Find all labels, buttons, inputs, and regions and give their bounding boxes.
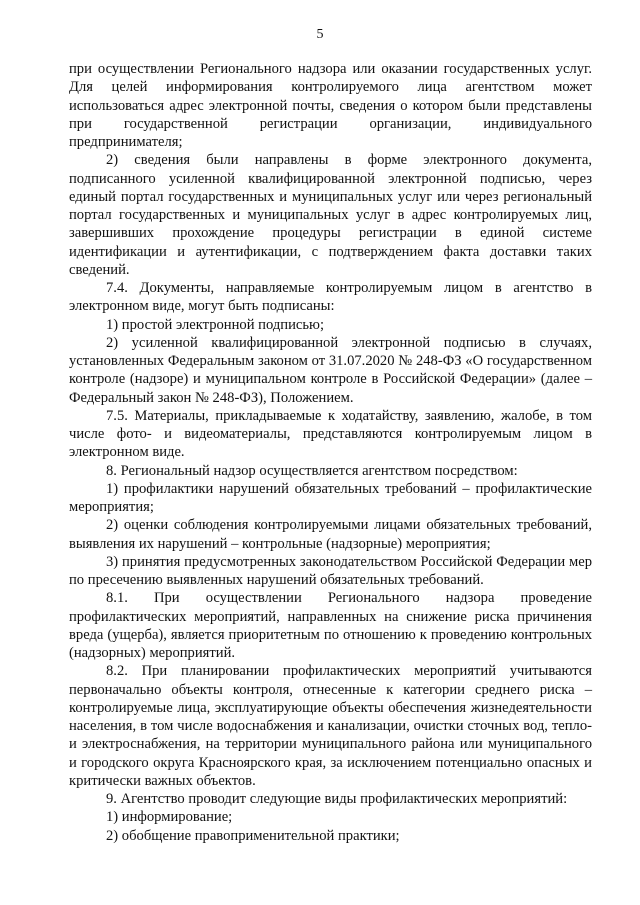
paragraph-9-item-1: 1) информирование;	[106, 809, 233, 826]
paragraph-8-1: 8.1. При осуществлении Регионального надзора проведение профилактических мероприятий, направленных на снижение риска причинения вреда (ущерба), является приоритетным по отношению к проведению контрольных (надзорных) мероприятий.	[69, 590, 592, 661]
paragraph-item-2-electronic-document: 2) сведения были направлены в форме электронного документа, подписанного усиленной квалифицированной электронной подписью, через единый портал государственных и муниципальных услуг или через региональный портал государственных и муниципальных услуг в адрес контролируемых лиц, завершивших прохождение процедуры регистрации в единой системе идентификации и аутентификации, с подтверждением факта доставки таких сведений.	[69, 152, 592, 278]
paragraph-7-4: 7.4. Документы, направляемые контролируемым лицом в агентство в электронном виде, могут быть подписаны:	[69, 280, 592, 315]
paragraph-8-item-3: 3) принятия предусмотренных законодательством Российской Федерации мер по пресечению выявленных нарушений обязательных требований.	[69, 553, 592, 588]
paragraph-9-item-2: 2) обобщение правоприменительной практики;	[106, 827, 400, 844]
paragraph-9: 9. Агентство проводит следующие виды профилактических мероприятий:	[106, 791, 568, 807]
page-number: 5	[316, 27, 324, 42]
paragraph-8-item-2: 2) оценки соблюдения контролируемыми лицами обязательных требований, выявления их нарушений – контрольные (надзорные) мероприятия;	[69, 517, 592, 552]
paragraph-8-2: 8.2. При планировании профилактических мероприятий учитываются первоначально объекты контроля, отнесенные к категории среднего риска – контролируемые лица, эксплуатирующие объекты обеспечения жизнедеятельности населения, в том числе водоснабжения и канализации, очистки сточных вод, тепло- и электроснабжения, на территории муниципального района или муниципального и городского округа Красноярского края, за исключением потенциально опасных и критически важных объектов.	[69, 663, 592, 789]
paragraph-simple-signature: 1) простой электронной подписью;	[106, 316, 324, 333]
paragraph-7-5: 7.5. Материалы, прикладываемые к ходатайству, заявлению, жалобе, в том числе фото- и видеоматериалы, представляются контролируемым лицом в электронном виде.	[69, 407, 592, 461]
paragraph-8-item-1: 1) профилактики нарушений обязательных требований – профилактические мероприятия;	[69, 480, 592, 515]
paragraph-continuation: при осуществлении Регионального надзора или оказании государственных услуг. Для целей информирования контролируемого лица агентством может использоваться адрес электронной почты, сведения о котором были представлены при государственной регистрации организации, индивидуального предпринимателя;	[69, 61, 592, 150]
paragraph-8: 8. Региональный надзор осуществляется агентством посредством:	[106, 462, 518, 479]
document-body	[69, 60, 592, 845]
paragraph-qualified-signature: 2) усиленной квалифицированной электронной подписью в случаях, установленных Федеральным законом от 31.07.2020 № 248-ФЗ «О государственном контроле (надзоре) и муниципальном контроле в Российской Федерации» (далее – Федеральный закон № 248-ФЗ), Положением.	[69, 334, 592, 406]
